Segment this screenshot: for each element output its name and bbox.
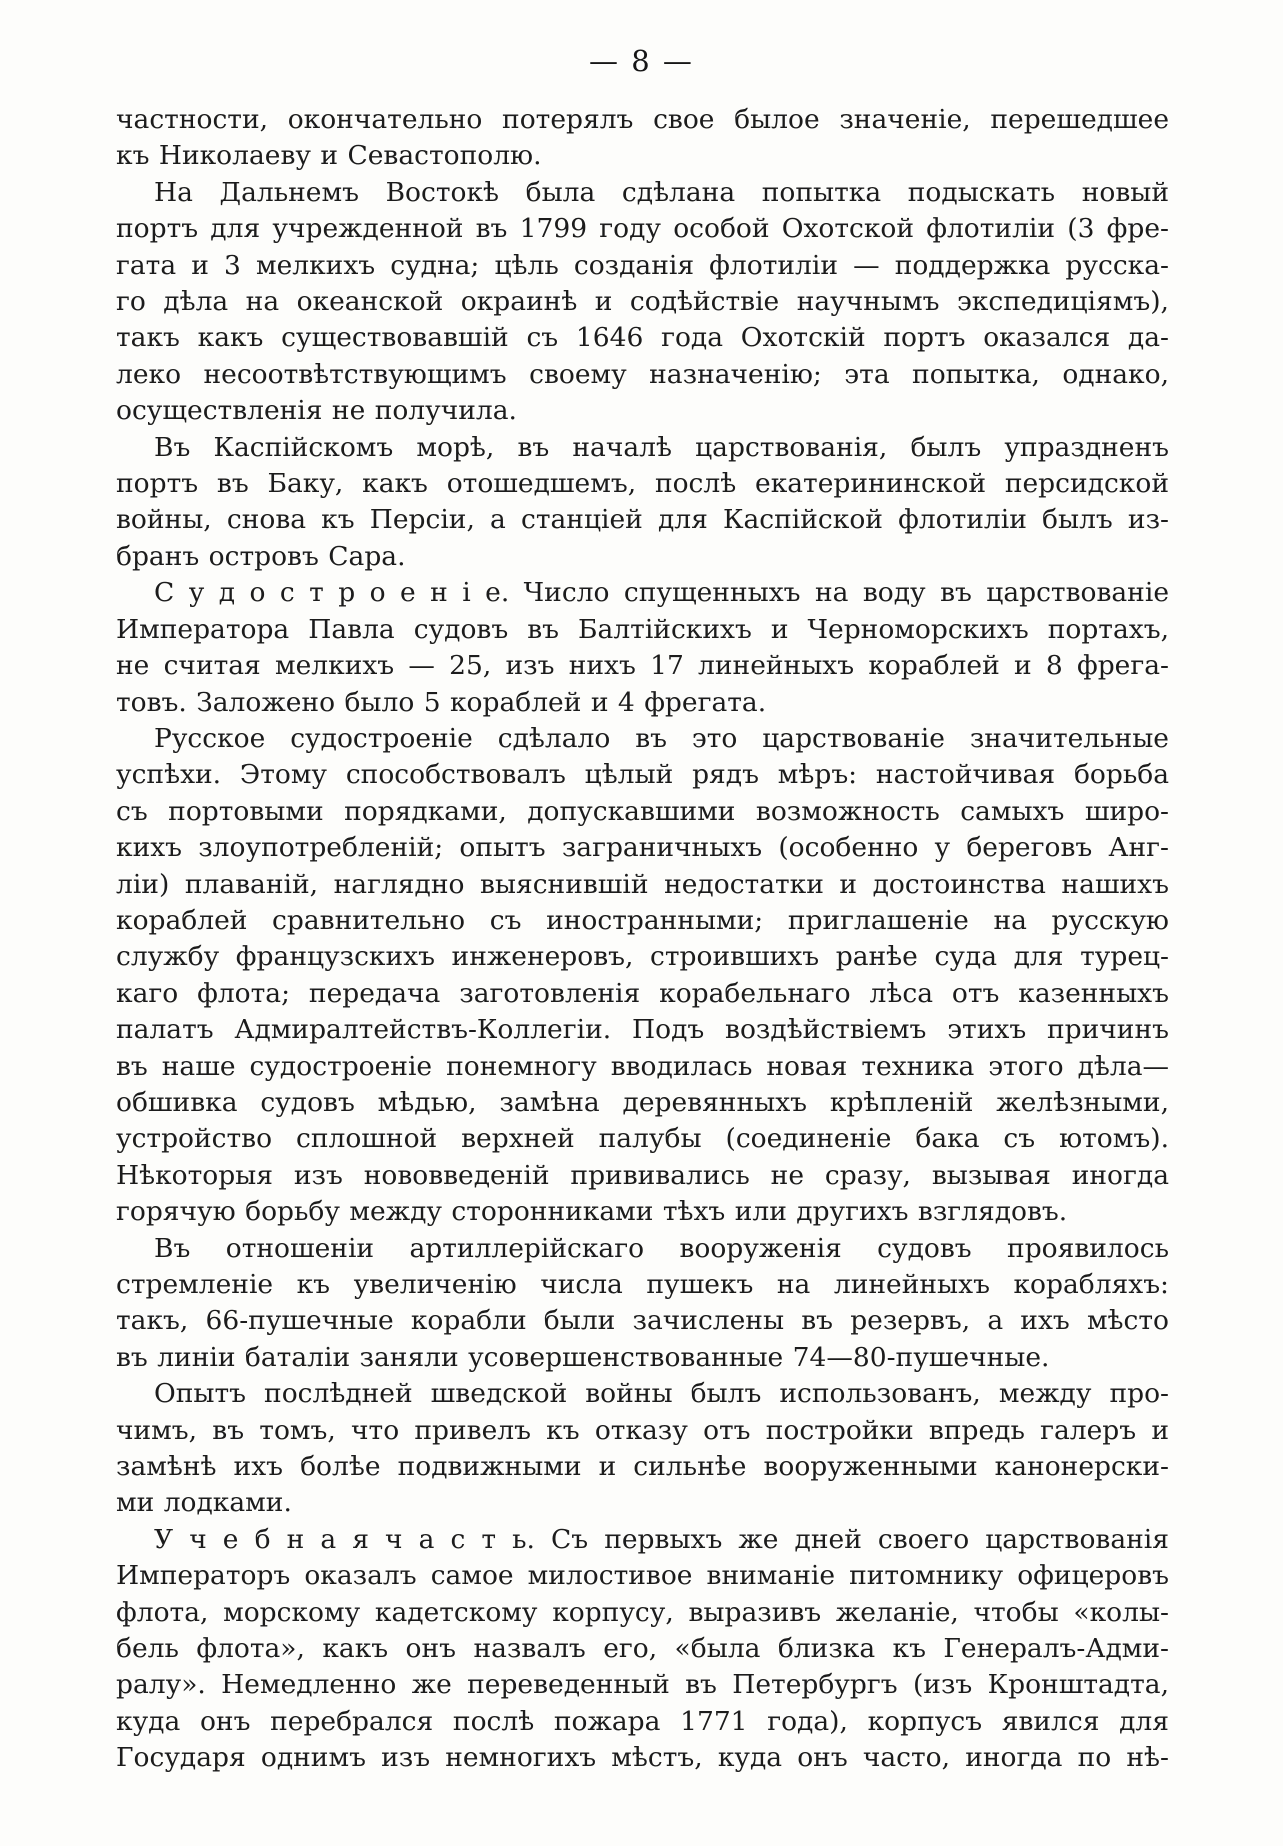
text-line: не считая мелкихъ — 25, изъ нихъ 17 линейныхъ кораблей и 8 фрега- [116,650,1169,682]
text-line: каго флота; передача заготовленія корабельнаго лѣса отъ казенныхъ [116,977,1169,1009]
text-line: Въ отношеніи артиллерійскаго вооруженія судовъ проявилось [154,1232,1169,1264]
text-line: кораблей сравнительно съ иностранными; приглашеніе на русскую [116,904,1169,936]
text-line: чимъ, въ томъ, что привелъ къ отказу отъ постройки впредь галеръ и [116,1414,1169,1446]
paragraph [116,575,1169,721]
text-line: товъ. Заложено было 5 кораблей и 4 фрегата. [116,686,767,718]
text-line: Опытъ послѣдней шведской войны былъ использованъ, между про- [154,1378,1169,1410]
text-line: Нѣкоторыя изъ нововведеній прививались не сразу, вызывая иногда [116,1159,1169,1191]
text-line: въ линіи баталіи заняли усовершенствованные 74—80-пушечные. [116,1341,1050,1373]
text-line: съ портовыми порядками, допускавшими возможность самыхъ широ- [116,795,1169,827]
page-number: — 8 — [589,44,694,78]
text-line: такъ, 66-пушечные корабли были зачислены въ резервъ, а ихъ мѣсто [116,1305,1169,1337]
text-line: устройство сплошной верхней палубы (соединеніе бака съ ютомъ). [116,1123,1169,1155]
text-line: осуществленія не получила. [116,395,517,427]
text-line: замѣнѣ ихъ болѣе подвижными и сильнѣе вооруженными канонерски- [116,1451,1169,1483]
paragraph [116,430,1169,576]
text-line: флота, морскому кадетскому корпусу, выразивъ желаніе, чтобы «колы- [116,1596,1169,1628]
text-line: палатъ Адмиралтействъ-Коллегіи. Подъ воздѣйствіемъ этихъ причинъ [116,1014,1169,1046]
text-block [116,102,1169,1777]
text-line: го дѣла на океанской окраинѣ и содѣйствіе научнымъ экспедиціямъ), [116,286,1169,318]
text-line: Въ Каспійскомъ морѣ, въ началѣ царствованія, былъ упраздненъ [154,431,1169,463]
text-line: Государя однимъ изъ немногихъ мѣстъ, куда онъ часто, иногда по нѣ- [116,1742,1169,1774]
text-line: куда онъ перебрался послѣ пожара 1771 года), корпусъ явился для [116,1705,1169,1737]
text-line: въ наше судостроеніе понемногу вводилась новая техника этого дѣла— [116,1050,1169,1082]
paragraph [116,721,1169,1231]
text-line: бель флота», какъ онъ назвалъ его, «была близка къ Генералъ-Адми- [116,1633,1169,1665]
text-line: такъ какъ существовавшій съ 1646 года Охотскій портъ оказался да- [116,322,1169,354]
text-line: ми лодками. [116,1487,292,1519]
text-line: бранъ островъ Сара. [116,540,406,572]
paragraph [116,175,1169,430]
text-line: С у д о с т р о е н і е. Число спущенныхъ на воду въ царствованіе [154,577,1169,609]
text-line: ралу». Немедленно же переведенный въ Петербургъ (изъ Кронштадта, [116,1669,1169,1701]
text-line: кихъ злоупотребленій; опытъ заграничныхъ (особенно у береговъ Анг- [116,832,1169,864]
text-line: У ч е б н а я ч а с т ь. Съ первыхъ же дней своего царствованія [154,1523,1169,1555]
text-line: службу французскихъ инженеровъ, строившихъ ранѣе суда для турец- [116,941,1169,973]
text-line: обшивка судовъ мѣдью, замѣна деревянныхъ крѣпленій желѣзными, [116,1086,1169,1118]
paragraph [116,1376,1169,1522]
paragraph [116,102,1169,175]
text-line: Императоръ оказалъ самое милостивое вниманіе питомнику офицеровъ [116,1560,1169,1592]
text-line: успѣхи. Этому способствовалъ цѣлый рядъ мѣръ: настойчивая борьба [116,759,1169,791]
paragraph [116,1231,1169,1377]
text-line: портъ въ Баку, какъ отошедшемъ, послѣ екатерининской персидской [116,468,1169,500]
text-line: войны, снова къ Персіи, а станціей для Каспійской флотиліи былъ из- [116,504,1169,536]
text-line: На Дальнемъ Востокѣ была сдѣлана попытка подыскать новый [154,176,1169,208]
paragraph [116,1522,1169,1777]
text-line: горячую борьбу между сторонниками тѣхъ или другихъ взглядовъ. [116,1196,1068,1228]
text-line: частности, окончательно потерялъ свое былое значеніе, перешедшее [116,104,1169,135]
text-line: портъ для учрежденной въ 1799 году особой Охотской флотиліи (3 фре- [116,213,1169,245]
text-line: Русское судостроеніе сдѣлало въ это царствованіе значительные [154,722,1169,754]
text-line: ліи) плаваній, наглядно выяснившій недостатки и достоинства нашихъ [116,868,1169,900]
text-line: стремленіе къ увеличенію числа пушекъ на линейныхъ корабляхъ: [116,1269,1169,1300]
text-line: Императора Павла судовъ въ Балтійскихъ и Черноморскихъ портахъ, [116,613,1169,645]
text-line: леко несоотвѣтствующимъ своему назначенію; эта попытка, однако, [116,358,1169,390]
text-line: къ Николаеву и Севастополю. [116,140,542,172]
text-line: гата и 3 мелкихъ судна; цѣль созданія флотиліи — поддержка русска- [116,249,1169,281]
